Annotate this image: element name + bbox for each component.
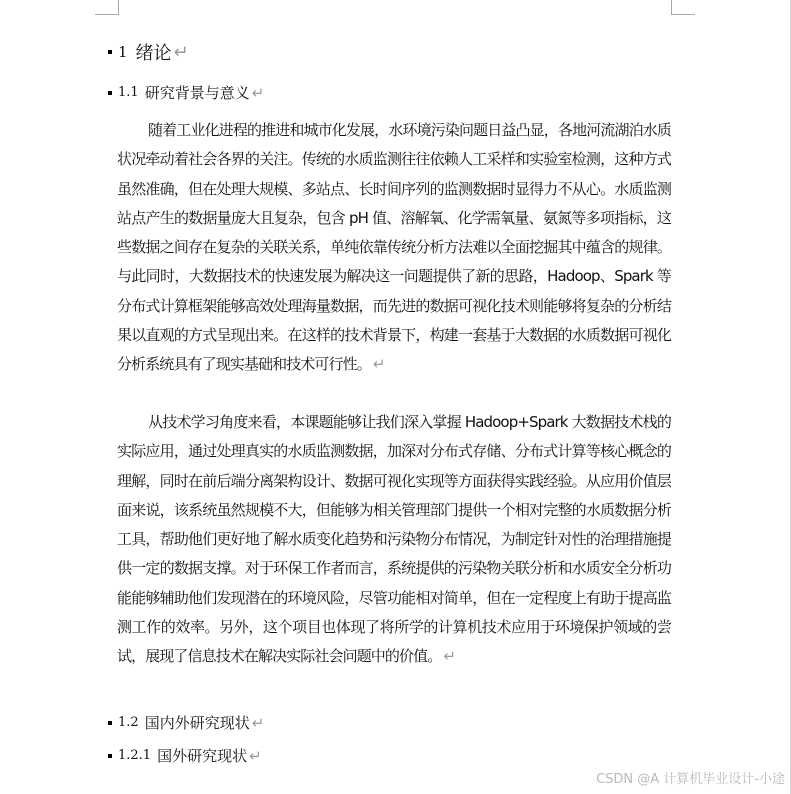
heading-bullet-icon — [108, 721, 112, 725]
heading-title: 绪论 — [135, 43, 172, 64]
section-number: 1.2 — [118, 715, 139, 730]
crop-mark-top-left — [95, 14, 119, 15]
heading-bullet-icon — [108, 754, 112, 758]
section-number: 1.2.1 — [118, 748, 152, 763]
paragraph-mark-icon: ↵ — [249, 746, 262, 765]
body-paragraph[interactable] — [117, 408, 671, 672]
section-heading-1-1[interactable] — [108, 82, 264, 103]
paragraph-mark-icon: ↵ — [443, 647, 455, 666]
section-title: 国内外研究现状 — [144, 714, 250, 732]
crop-mark-top-left-vertical — [118, 0, 119, 15]
heading-number: 1 — [118, 43, 128, 61]
section-title: 研究背景与意义 — [144, 84, 250, 102]
watermark: CSDN @A 计算机毕业设计-小途 — [596, 772, 785, 787]
paragraph-mark-icon: ↵ — [173, 41, 189, 63]
section-heading-1-2-1[interactable] — [108, 745, 262, 766]
crop-mark-top-right — [671, 14, 695, 15]
paragraph-text: 随着工业化进程的推进和城市化发展，水环境污染问题日益凸显，各地河流湖泊水质状况牵动着社会各界的关注。传统的水质监测往往依赖人工采样和实验室检测，这种方式虽然准确，但在处理大规模、多站点、长时间序列的监测数据时显得力不从心。水质监测站点产生的数据量庞大且复杂，包含 pH 值、溶解氧、化学需氧量、氨氮等多项指标，这些数据之间存在复杂的关联关系，单纯依靠传统分析方法难以全面挖掘其中蕴含的规律。与此同时，大数据技术的快速发展为解决这一问题提供了新的思路，Hadoop、Spark 等分布式计算框架能够高效处理海量数据，而先进的数据可视化技术则能够将复杂的分析结果以直观的方式呈现出来。在这样的技术背景下，构建一套基于大数据的水质数据可视化分析系统具有了现实基础和技术可行性。 — [117, 121, 671, 374]
crop-mark-top-right-vertical — [671, 0, 672, 15]
section-title: 国外研究现状 — [157, 747, 248, 765]
paragraph-mark-icon: ↵ — [251, 83, 265, 102]
heading-bullet-icon — [108, 91, 112, 95]
paragraph-mark-icon: ↵ — [251, 713, 265, 732]
section-heading-1-2[interactable] — [108, 712, 264, 733]
body-paragraph[interactable] — [117, 116, 671, 380]
paragraph-text: 从技术学习角度来看，本课题能够让我们深入掌握 Hadoop+Spark 大数据技术栈的实际应用，通过处理真实的水质监测数据，加深对分布式存储、分布式计算等核心概念的理解，同时在前后端分离架构设计、数据可视化实现等方面获得实践经验。从应用价值层面来说，该系统虽然规模不大，但能够为相关管理部门提供一个相对完整的水质数据分析工具，帮助他们更好地了解水质变化趋势和污染物分布情况，为制定针对性的治理措施提供一定的数据支撑。对于环保工作者而言，系统提供的污染物关联分析和水质安全分析功能能够辅助他们发现潜在的环境风险，尽管功能相对简单，但在一定程度上有助于提高监测工作的效率。另外，这个项目也体现了将所学的计算机技术应用于环境保护领域的尝试，展现了信息技术在解决实际社会问题中的价值。 — [117, 413, 671, 666]
section-number: 1.1 — [118, 85, 139, 100]
heading-bullet-icon — [108, 50, 112, 54]
chapter-heading[interactable] — [108, 39, 189, 65]
paragraph-mark-icon: ↵ — [372, 355, 385, 374]
